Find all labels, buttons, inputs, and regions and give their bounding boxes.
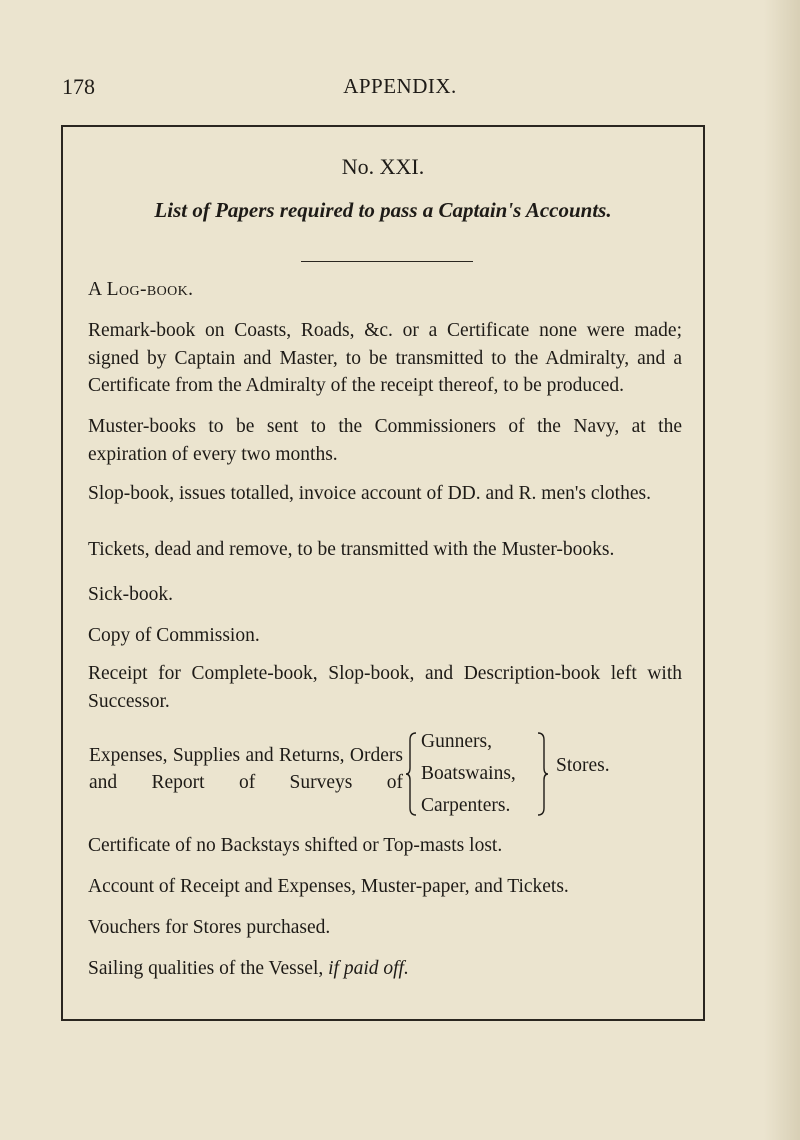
right-brace	[538, 732, 552, 816]
document-number: No. XXI.	[341, 154, 425, 179]
entry-commission: Copy of Commission.	[88, 625, 260, 646]
entry-vouchers: Vouchers for Stores purchased.	[88, 917, 331, 938]
sailing-qualities-italic: if paid off.	[328, 958, 409, 979]
entry-tickets: Tickets, dead and remove, to be transmitted with the Muster-books.	[88, 539, 615, 560]
document-title: List of Papers required to pass a Captain's Accounts.	[154, 198, 612, 222]
brace-entry-tail: Stores.	[556, 755, 610, 776]
entry-certificate-backstays: Certificate of no Backstays shifted or Top-masts lost.	[88, 835, 503, 856]
page-edge-shadow	[764, 0, 800, 1140]
brace-item-boatswains: Boatswains,	[421, 763, 516, 784]
entry-slop-book: Slop-book, issues totalled, invoice account of DD. and R. men's clothes.	[88, 483, 651, 504]
entry-remark-book: Remark-book on Coasts, Roads, &c. or a Certificate none were made; signed by Captain and Master, to be transmitted to the Admiralty, and a Certificate from the Admiralty of the receipt thereof, to be produced.	[88, 320, 682, 396]
brace-item-carpenters: Carpenters.	[421, 795, 511, 816]
entry-sailing-qualities	[88, 955, 682, 983]
entry-log-book: A Log-book.	[88, 279, 194, 300]
running-head: APPENDIX.	[343, 74, 457, 98]
title-rule	[301, 261, 473, 262]
sailing-qualities-text: Sailing qualities of the Vessel,	[88, 958, 324, 979]
brace-item-gunners: Gunners,	[421, 731, 492, 752]
entry-sick-book: Sick-book.	[88, 584, 174, 605]
left-brace	[406, 732, 420, 816]
brace-entry-lead: Expenses, Supplies and Returns, Orders and Report of Surveys of	[89, 745, 403, 793]
entry-muster-books: Muster-books to be sent to the Commissioners of the Navy, at the expiration of every two months.	[88, 416, 682, 465]
entry-receipt: Receipt for Complete-book, Slop-book, and Description-book left with Successor.	[88, 663, 682, 712]
entry-account-receipt: Account of Receipt and Expenses, Muster-paper, and Tickets.	[88, 876, 569, 897]
page-number: 178	[62, 74, 95, 99]
